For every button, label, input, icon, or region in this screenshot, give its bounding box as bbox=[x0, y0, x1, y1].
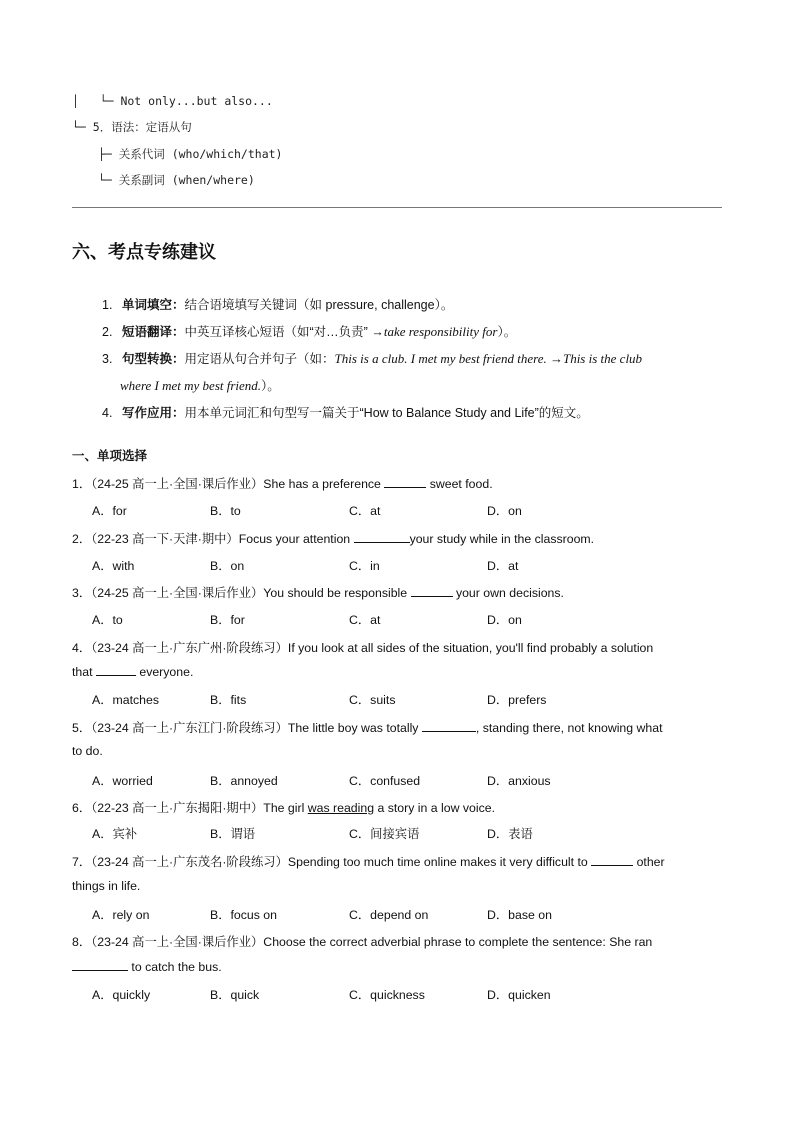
suggestion-text: 结合语境填写关键词（如 pressure, challenge）。 bbox=[184, 298, 454, 312]
option-d[interactable]: D．at bbox=[487, 559, 519, 573]
suggestion-number: 1. bbox=[102, 298, 113, 312]
answer-blank[interactable] bbox=[354, 531, 410, 543]
option-b[interactable]: B．annoyed bbox=[210, 774, 278, 788]
outline-line-not-only: │ └─ Not only...but also... bbox=[72, 94, 273, 108]
answer-blank[interactable] bbox=[411, 585, 453, 597]
option-c[interactable]: C．depend on bbox=[349, 908, 429, 922]
suggestion-number: 2. bbox=[102, 325, 113, 339]
option-a[interactable]: A．quickly bbox=[92, 988, 151, 1002]
option-b[interactable]: B．to bbox=[210, 504, 241, 518]
suggestion-text: 用本单元词汇和句型写一篇关于“How to Balance Study and Life”的短文。 bbox=[184, 406, 589, 420]
question-5 bbox=[72, 718, 663, 736]
suggestion-label: 句型转换： bbox=[122, 352, 185, 366]
suggestion-number: 3. bbox=[102, 352, 113, 366]
option-a[interactable]: A．rely on bbox=[92, 908, 150, 922]
suggestion-text: 用定语从句合并句子（如： bbox=[184, 352, 335, 366]
suggestion-item-3 bbox=[102, 349, 642, 367]
suggestion-text: 中英互译核心短语（如“对…负责” → bbox=[184, 325, 384, 339]
outline-line-relative-adverb: └─ 关系副词 (when/where) bbox=[98, 173, 255, 187]
question-text: 6．（22-23 高一上·广东揭阳·期中）The girl bbox=[72, 801, 308, 815]
suggestion-italic: take responsibility for bbox=[383, 324, 498, 339]
suggestion-item-4 bbox=[102, 403, 589, 421]
question-5-cont: to do. bbox=[72, 744, 103, 758]
question-4-cont bbox=[72, 664, 193, 679]
question-text: 1．（24-25 高一上·全国·课后作业）She has a preference bbox=[72, 477, 385, 491]
question-3 bbox=[72, 583, 564, 601]
option-a[interactable]: A．for bbox=[92, 504, 127, 518]
option-a[interactable]: A．matches bbox=[92, 693, 159, 707]
question-text: 7．（23-24 高一上·广东茂名·阶段练习）Spending too much time online makes it very difficult to bbox=[72, 855, 592, 869]
question-1 bbox=[72, 474, 493, 492]
question-8-cont bbox=[72, 959, 222, 974]
option-b[interactable]: B．on bbox=[210, 559, 245, 573]
answer-blank[interactable] bbox=[384, 476, 426, 488]
divider bbox=[72, 207, 722, 208]
option-d[interactable]: D．quicken bbox=[487, 988, 551, 1002]
question-8: 8．（23-24 高一上·全国·课后作业）Choose the correct adverbial phrase to complete the sentence: She ran bbox=[72, 935, 653, 949]
question-text: 5．（23-24 高一上·广东江门·阶段练习）The little boy was totally bbox=[72, 721, 422, 735]
option-a[interactable]: A．宾补 bbox=[92, 827, 138, 841]
option-b[interactable]: B．for bbox=[210, 613, 245, 627]
suggestion-item-3-cont bbox=[120, 376, 280, 394]
question-2 bbox=[72, 529, 594, 547]
suggestion-label: 短语翻译： bbox=[122, 325, 185, 339]
question-text: other bbox=[633, 855, 665, 869]
option-d[interactable]: D．on bbox=[487, 613, 522, 627]
suggestion-item-2 bbox=[102, 322, 516, 340]
outline-line-relative-pronoun: ├─ 关系代词 (who/which/that) bbox=[98, 147, 283, 161]
suggestion-number: 4. bbox=[102, 406, 113, 420]
question-text: , standing there, not knowing what bbox=[475, 721, 663, 735]
option-a[interactable]: A．worried bbox=[92, 774, 153, 788]
option-b[interactable]: B．fits bbox=[210, 693, 247, 707]
question-text: 3．（24-25 高一上·全国·课后作业）You should be responsible bbox=[72, 586, 411, 600]
question-text: everyone. bbox=[135, 665, 194, 679]
suggestion-italic: where I met my best friend. bbox=[120, 378, 262, 393]
question-text: 2．（22-23 高一下·天津·期中）Focus your attention bbox=[72, 532, 354, 546]
question-text: that bbox=[72, 665, 96, 679]
outline-line-grammar: └─ 5．语法：定语从句 bbox=[72, 120, 192, 134]
question-6 bbox=[72, 798, 495, 816]
question-7 bbox=[72, 852, 665, 870]
question-4: 4．（23-24 高一上·广东广州·阶段练习）If you look at all sides of the situation, you'll find probably a solution bbox=[72, 641, 654, 655]
option-d[interactable]: D．base on bbox=[487, 908, 552, 922]
option-b[interactable]: B．focus on bbox=[210, 908, 277, 922]
answer-blank[interactable] bbox=[72, 959, 128, 971]
option-b[interactable]: B．谓语 bbox=[210, 827, 256, 841]
suggestion-text-end: ）。 bbox=[497, 325, 517, 339]
question-text: your study while in the classroom. bbox=[409, 532, 595, 546]
option-c[interactable]: C．at bbox=[349, 613, 381, 627]
underlined-phrase: was reading bbox=[307, 801, 375, 815]
option-c[interactable]: C．间接宾语 bbox=[349, 827, 420, 841]
option-d[interactable]: D．prefers bbox=[487, 693, 547, 707]
answer-blank[interactable] bbox=[591, 854, 633, 866]
answer-blank[interactable] bbox=[96, 664, 136, 676]
suggestion-item-1 bbox=[102, 295, 453, 313]
suggestion-label: 写作应用： bbox=[122, 406, 185, 420]
option-d[interactable]: D．anxious bbox=[487, 774, 551, 788]
option-c[interactable]: C．in bbox=[349, 559, 380, 573]
option-c[interactable]: C．suits bbox=[349, 693, 396, 707]
question-text: a story in a low voice. bbox=[374, 801, 496, 815]
suggestion-label: 单词填空： bbox=[122, 298, 185, 312]
option-a[interactable]: A．to bbox=[92, 613, 123, 627]
option-d[interactable]: D．表语 bbox=[487, 827, 533, 841]
question-text: your own decisions. bbox=[452, 586, 564, 600]
option-c[interactable]: C．confused bbox=[349, 774, 421, 788]
section-six-heading: 六、考点专练建议 bbox=[72, 242, 216, 263]
option-c[interactable]: C．quickness bbox=[349, 988, 425, 1002]
answer-blank[interactable] bbox=[422, 720, 476, 732]
question-7-cont: things in life. bbox=[72, 879, 141, 893]
suggestion-text-end: ）。 bbox=[261, 379, 280, 393]
option-d[interactable]: D．on bbox=[487, 504, 522, 518]
option-b[interactable]: B．quick bbox=[210, 988, 260, 1002]
exercise-section-title: 一、单项选择 bbox=[72, 449, 148, 463]
suggestion-italic: This is a club. I met my best friend there. →This is the club bbox=[334, 351, 643, 366]
question-text: to catch the bus. bbox=[128, 960, 222, 974]
question-text: sweet food. bbox=[426, 477, 493, 491]
option-a[interactable]: A．with bbox=[92, 559, 135, 573]
option-c[interactable]: C．at bbox=[349, 504, 381, 518]
